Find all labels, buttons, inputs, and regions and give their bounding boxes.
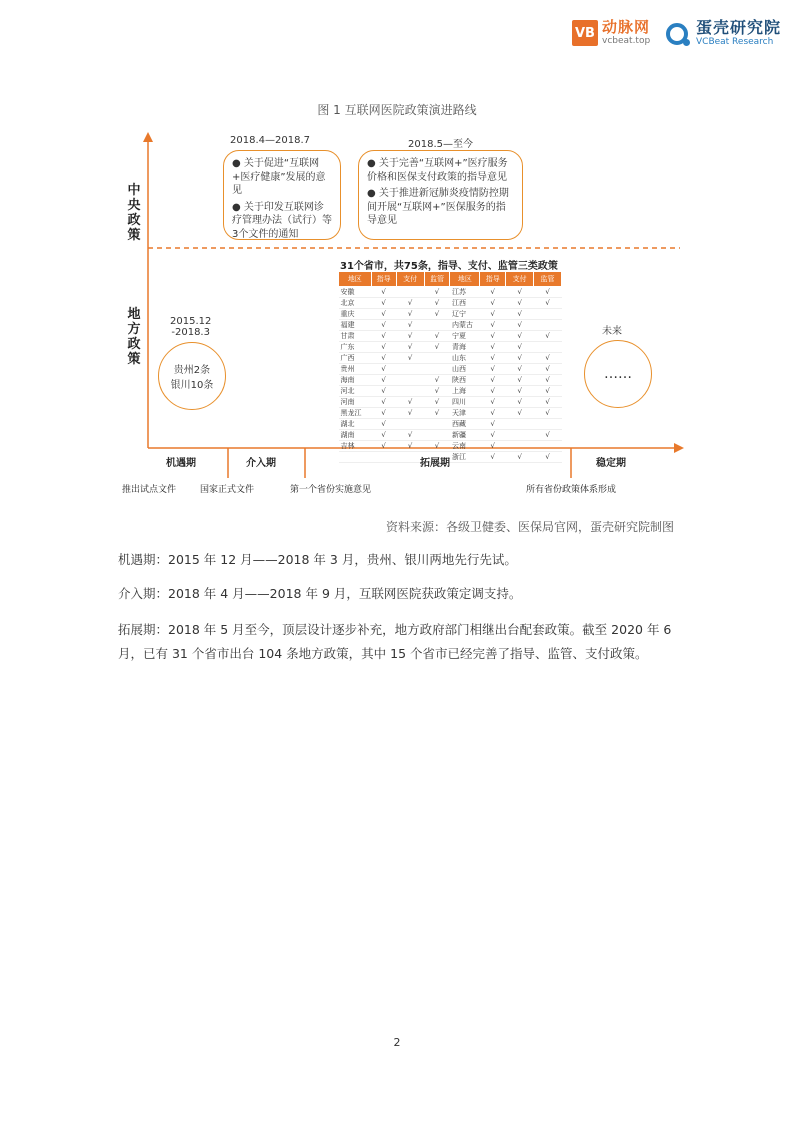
region-cell: 湖北 [339, 419, 372, 430]
check-cell [396, 419, 424, 430]
region-cell: 青海 [450, 342, 480, 353]
check-cell: √ [424, 331, 450, 342]
check-cell: √ [424, 408, 450, 419]
check-cell [424, 430, 450, 441]
region-cell: 山西 [450, 364, 480, 375]
table-header-cell: 支付 [506, 272, 534, 287]
event-label: 第一个省份实施意见 [290, 485, 372, 495]
pilot-yinchuan: 银川10条 [170, 380, 214, 391]
table-header-cell: 地区 [339, 272, 372, 287]
check-cell: √ [424, 342, 450, 353]
region-cell: 西藏 [450, 419, 480, 430]
check-cell: √ [371, 397, 396, 408]
check-cell: √ [424, 386, 450, 397]
check-cell: √ [396, 353, 424, 364]
check-cell: √ [480, 364, 506, 375]
check-cell: √ [506, 353, 534, 364]
table-row [339, 331, 562, 342]
check-cell: √ [396, 397, 424, 408]
local-period-end: -2018.3 [171, 327, 210, 338]
check-cell [534, 419, 562, 430]
table-row [339, 353, 562, 364]
table-row [339, 375, 562, 386]
table-row [339, 342, 562, 353]
central-policy-label: 中央政策 [127, 183, 141, 243]
check-cell: √ [480, 331, 506, 342]
region-cell: 云南 [450, 441, 480, 452]
event-label: 国家正式文件 [200, 485, 255, 495]
check-cell: √ [534, 287, 562, 298]
check-cell: √ [506, 298, 534, 309]
figure-source: 资料来源：各级卫健委、医保局官网，蛋壳研究院制图 [385, 520, 674, 534]
policy-roadmap-figure [118, 130, 688, 500]
dk-en: VCBeat Research [696, 37, 774, 47]
phase-expansion: 拓展期 [420, 458, 450, 469]
check-cell: √ [506, 408, 534, 419]
check-cell: √ [371, 309, 396, 320]
vcbeat-logo [572, 20, 650, 46]
check-cell [534, 441, 562, 452]
table-row [339, 441, 562, 452]
check-cell: √ [506, 397, 534, 408]
check-cell: √ [534, 397, 562, 408]
check-cell: √ [480, 386, 506, 397]
phase-intervention: 介入期 [246, 458, 276, 469]
region-cell: 重庆 [339, 309, 372, 320]
check-cell: √ [371, 320, 396, 331]
central-policy-item: ● 关于促进“互联网+医疗健康”发展的意见 [232, 158, 326, 196]
check-cell: √ [506, 342, 534, 353]
region-cell: 新疆 [450, 430, 480, 441]
check-cell: √ [396, 342, 424, 353]
table-header-cell: 指导 [480, 272, 506, 287]
check-cell [424, 419, 450, 430]
check-cell: √ [534, 386, 562, 397]
region-cell: 宁夏 [450, 331, 480, 342]
central-policy-item: ● 关于印发互联网诊疗管理办法（试行）等3个文件的通知 [232, 201, 332, 240]
central-policy-item: ● 关于推进新冠肺炎疫情防控期间开展“互联网+”医保服务的指导意见 [367, 188, 509, 226]
paragraph: 拓展期：2018 年 5 月至今，顶层设计逐步补充，地方政府部门相继出台配套政策。截至 2020 年 6 月，已有 31 个省市出台 104 条地方政策，其中 15 个省市已经完善了指导、监管、支付政策。 [118, 622, 672, 661]
vcbeat-research-logo [666, 20, 781, 47]
table-title: 31个省市，共75条，指导、支付、监管三类政策 [340, 261, 558, 272]
region-cell: 福建 [339, 320, 372, 331]
check-cell: √ [424, 397, 450, 408]
check-cell [534, 320, 562, 331]
event-label: 所有省份政策体系形成 [526, 485, 617, 495]
check-cell: √ [424, 309, 450, 320]
check-cell: √ [396, 430, 424, 441]
region-cell: 陕西 [450, 375, 480, 386]
region-cell: 天津 [450, 408, 480, 419]
policy-table [338, 271, 562, 463]
check-cell: √ [480, 353, 506, 364]
check-cell [534, 342, 562, 353]
check-cell: √ [371, 386, 396, 397]
check-cell: √ [424, 287, 450, 298]
check-cell: √ [480, 408, 506, 419]
region-cell: 江西 [450, 298, 480, 309]
check-cell: √ [371, 430, 396, 441]
check-cell [396, 364, 424, 375]
table-row [339, 397, 562, 408]
region-cell: 广东 [339, 342, 372, 353]
check-cell: √ [534, 408, 562, 419]
check-cell: √ [396, 298, 424, 309]
region-cell: 北京 [339, 298, 372, 309]
paragraph: 机遇期：2015 年 12 月——2018 年 3 月，贵州、银川两地先行先试。 [118, 552, 517, 567]
check-cell: √ [396, 331, 424, 342]
check-cell: √ [480, 287, 506, 298]
check-cell [506, 419, 534, 430]
check-cell: √ [534, 353, 562, 364]
check-cell: √ [371, 331, 396, 342]
check-cell: √ [506, 386, 534, 397]
table-row [339, 430, 562, 441]
central-policy-box-2 [358, 150, 523, 240]
check-cell: √ [480, 342, 506, 353]
check-cell: √ [506, 309, 534, 320]
check-cell: √ [396, 441, 424, 452]
page-number: 2 [393, 1036, 401, 1049]
event-label: 推出试点文件 [122, 485, 177, 495]
check-cell: √ [534, 375, 562, 386]
region-cell: 江苏 [450, 287, 480, 298]
table-header-cell: 监管 [534, 272, 562, 287]
region-cell: 上海 [450, 386, 480, 397]
pilot-guizhou: 贵州2条 [173, 365, 211, 376]
check-cell: √ [480, 309, 506, 320]
table-header-row [339, 272, 562, 287]
region-cell: 广西 [339, 353, 372, 364]
check-cell: √ [506, 375, 534, 386]
check-cell: √ [396, 320, 424, 331]
future-circle: …… [584, 340, 652, 408]
y-axis-arrow [143, 132, 153, 142]
table-row [339, 408, 562, 419]
local-period [170, 316, 211, 338]
check-cell: √ [371, 419, 396, 430]
vb-url: vcbeat.top [602, 36, 651, 46]
check-cell [371, 452, 396, 463]
table-row [339, 364, 562, 375]
region-cell: 内蒙古 [450, 320, 480, 331]
phase-stable: 稳定期 [596, 458, 626, 469]
check-cell: √ [371, 287, 396, 298]
table-row [339, 309, 562, 320]
check-cell: √ [480, 430, 506, 441]
check-cell: √ [506, 452, 534, 463]
check-cell: √ [506, 331, 534, 342]
check-cell [534, 309, 562, 320]
figure-title: 图 1 互联网医院政策演进路线 [317, 103, 477, 117]
table-row [339, 452, 562, 463]
egg-logo-icon [666, 23, 688, 45]
table-header-cell: 指导 [371, 272, 396, 287]
region-cell: 山东 [450, 353, 480, 364]
table-header-cell: 支付 [396, 272, 424, 287]
check-cell: √ [480, 375, 506, 386]
region-cell: 贵州 [339, 364, 372, 375]
region-cell: 安徽 [339, 287, 372, 298]
check-cell [396, 287, 424, 298]
check-cell: √ [371, 441, 396, 452]
table-header-cell: 地区 [450, 272, 480, 287]
check-cell: √ [506, 364, 534, 375]
table-row [339, 320, 562, 331]
region-cell: 四川 [450, 397, 480, 408]
local-policy-label: 地方政策 [127, 307, 141, 367]
region-cell: 吉林 [339, 441, 372, 452]
region-cell: 海南 [339, 375, 372, 386]
local-period-start: 2015.12 [170, 316, 212, 327]
vb-mark: VB [572, 20, 598, 46]
check-cell [424, 364, 450, 375]
table-row [339, 287, 562, 298]
phase-opportunity: 机遇期 [166, 458, 196, 469]
region-cell: 河北 [339, 386, 372, 397]
check-cell: √ [424, 375, 450, 386]
check-cell: √ [480, 320, 506, 331]
check-cell: √ [371, 298, 396, 309]
check-cell: √ [480, 419, 506, 430]
check-cell: √ [371, 364, 396, 375]
check-cell: √ [480, 298, 506, 309]
future-label: 未来 [602, 326, 622, 337]
dk-name: 蛋壳研究院 [696, 18, 782, 37]
region-cell [339, 452, 372, 463]
check-cell [506, 430, 534, 441]
region-cell: 辽宁 [450, 309, 480, 320]
check-cell: √ [371, 408, 396, 419]
check-cell: √ [480, 452, 506, 463]
check-cell: √ [371, 375, 396, 386]
table-row [339, 386, 562, 397]
check-cell [506, 441, 534, 452]
check-cell: √ [534, 452, 562, 463]
check-cell: √ [396, 408, 424, 419]
table-row [339, 298, 562, 309]
check-cell: √ [534, 364, 562, 375]
x-axis-arrow [674, 443, 684, 453]
region-cell: 河南 [339, 397, 372, 408]
central-period-1: 2018.4—2018.7 [230, 135, 310, 146]
vb-name: 动脉网 [602, 18, 651, 36]
central-policy-box-1 [223, 150, 341, 240]
central-period-2: 2018.5—至今 [408, 139, 473, 150]
check-cell: √ [371, 342, 396, 353]
check-cell: √ [396, 309, 424, 320]
check-cell [424, 320, 450, 331]
check-cell: √ [480, 441, 506, 452]
table-header-cell: 监管 [424, 272, 450, 287]
pilot-circle [158, 342, 226, 410]
check-cell: √ [534, 430, 562, 441]
check-cell: √ [506, 320, 534, 331]
check-cell: √ [424, 441, 450, 452]
central-policy-item: ● 关于完善“互联网+”医疗服务价格和医保支付政策的指导意见 [367, 158, 508, 183]
check-cell [396, 386, 424, 397]
paragraph: 介入期：2018 年 4 月——2018 年 9 月，互联网医院获政策定调支持。 [118, 586, 522, 601]
check-cell: √ [424, 298, 450, 309]
check-cell: √ [534, 298, 562, 309]
check-cell: √ [506, 287, 534, 298]
check-cell [424, 353, 450, 364]
check-cell: √ [534, 331, 562, 342]
region-cell: 黑龙江 [339, 408, 372, 419]
table-row [339, 419, 562, 430]
region-cell: 浙江 [450, 452, 480, 463]
region-cell: 湖南 [339, 430, 372, 441]
check-cell [396, 375, 424, 386]
check-cell: √ [480, 397, 506, 408]
check-cell: √ [371, 353, 396, 364]
region-cell: 甘肃 [339, 331, 372, 342]
